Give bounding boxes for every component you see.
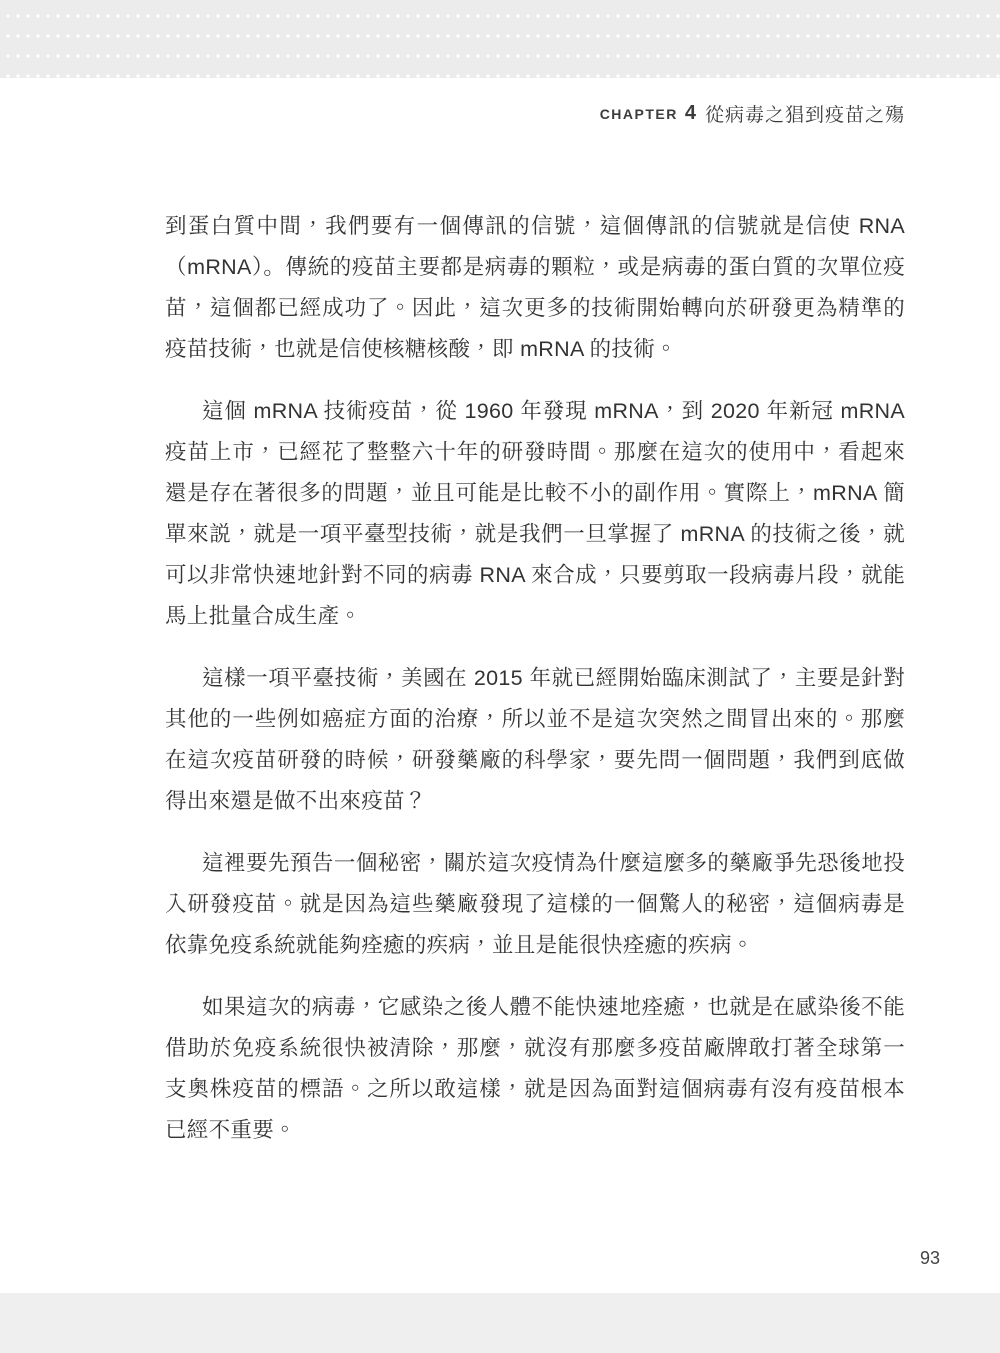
chapter-number: 4: [684, 102, 696, 124]
paragraph-2: 這個 mRNA 技術疫苗，從 1960 年發現 mRNA，到 2020 年新冠 mRNA 疫苗上市，已經花了整整六十年的研發時間。那麼在這次的使用中，看起來還是存在著很多的問題，並且可能是比較不小的副作用。實際上，mRNA 簡單來説，就是一項平臺型技術，就是我們一旦掌握了 mRNA 的技術之後，就可以非常快速地針對不同的病毒 RNA 來合成，只要剪取一段病毒片段，就能馬上批量合成生產。: [165, 399, 905, 628]
paragraph-5: 如果這次的病毒，它感染之後人體不能快速地痊癒，也就是在感染後不能借助於免疫系統很快被清除，那麼，就沒有那麼多疫苗廠牌敢打著全球第一支奧株疫苗的標語。之所以敢這樣，就是因為面對這個病毒有沒有疫苗根本已經不重要。: [165, 995, 905, 1142]
paragraph-3: 這樣一項平臺技術，美國在 2015 年就已經開始臨床測試了，主要是針對其他的一些例如癌症方面的治療，所以並不是這次突然之間冒出來的。那麼在這次疫苗研發的時候，研發藥廠的科學家，要先問一個問題，我們到底做得出來還是做不出來疫苗？: [165, 666, 905, 813]
chapter-title: 從病毒之猖到疫苗之殤: [704, 105, 905, 126]
footer-band: [0, 1293, 1000, 1353]
body-text: [165, 206, 905, 1151]
paragraph-4: 這裡要先預告一個秘密，關於這次疫情為什麼這麼多的藥廠爭先恐後地投入研發疫苗。就是因為這些藥廠發現了這樣的一個驚人的秘密，這個病毒是依靠免疫系統就能夠痊癒的疾病，並且是能很快痊癒的疾病。: [165, 851, 905, 957]
top-dotted-band: [0, 0, 1000, 78]
chapter-label: CHAPTER: [599, 105, 678, 122]
page-number: 93: [919, 1248, 941, 1268]
chapter-header: [600, 100, 905, 127]
paragraph-1: 到蛋白質中間，我們要有一個傳訊的信號，這個傳訊的信號就是信使 RNA（mRNA）。傳統的疫苗主要都是病毒的顆粒，或是病毒的蛋白質的次單位疫苗，這個都已經成功了。因此，這次更多的技術開始轉向於研發更為精準的疫苗技術，也就是信使核糖核酸，即 mRNA 的技術。: [165, 214, 905, 361]
